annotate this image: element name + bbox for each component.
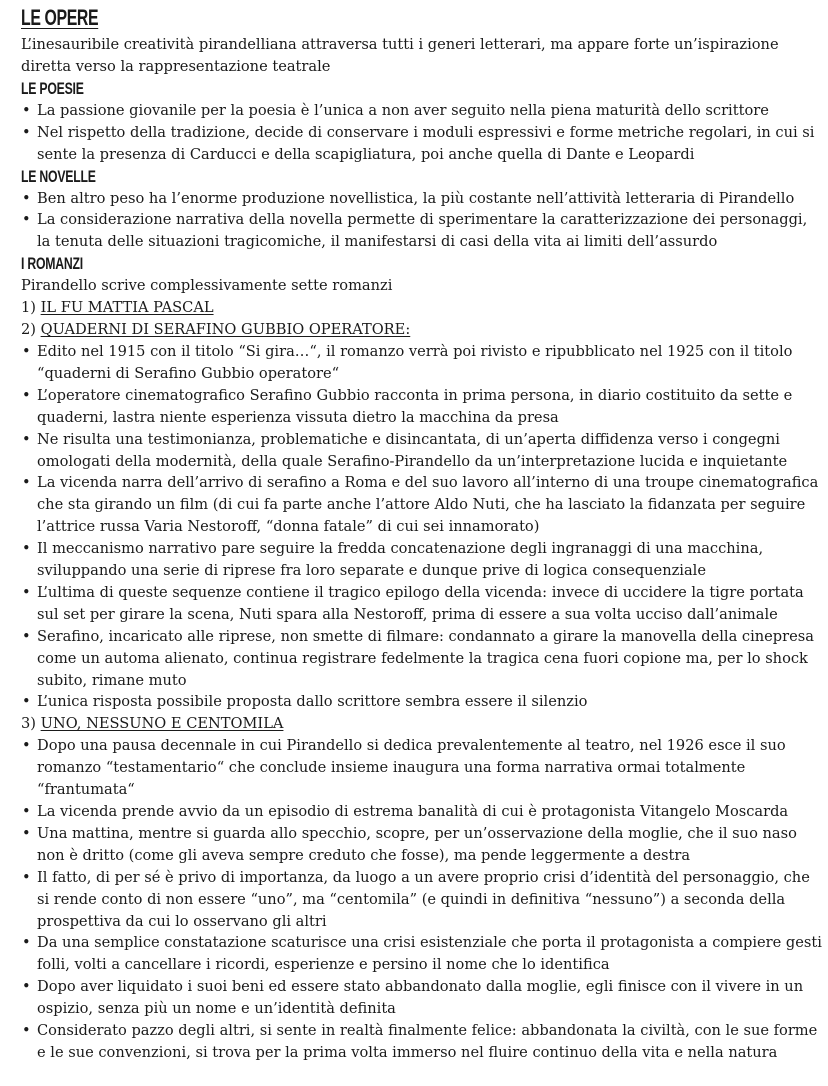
novel-2-list — [21, 341, 824, 713]
list-item: • Una mattina, mentre si guarda allo specchio, scopre, per un’osservazione della moglie, che il suo naso non è dritto (come gli aveva sempre creduto che fosse), ma pende leggermente a destra — [21, 823, 824, 867]
poesie-list — [21, 100, 824, 166]
novel-item-3 — [21, 713, 824, 735]
list-item: • Dopo aver liquidato i suoi beni ed essere stato abbandonato dalla moglie, egli finisce con il vivere in un ospizio, senza più un nome e un’identità definita — [21, 976, 824, 1020]
novel-title: QUADERNI DI SERAFINO GUBBIO OPERATORE: — [40, 321, 411, 339]
list-item: • La considerazione narrativa della novella permette di sperimentare la caratterizzazione dei personaggi, la tenuta delle situazioni tragicomiche, il manifestarsi di casi della vita ai limiti dell’assurdo — [21, 209, 824, 253]
list-item: • Il fatto, di per sé è privo di importanza, da luogo a un avere proprio crisi d’identità del personaggio, che si rende conto di non essere “uno”, ma “centomila” (e quindi in definitiva “nessuno”) a seconda della prospettiva da cui lo osservano gli altri — [21, 867, 824, 933]
novel-3-list — [21, 735, 824, 1064]
novelle-list — [21, 188, 824, 254]
list-item: • La passione giovanile per la poesia è l’unica a non aver seguito nella piena maturità dello scrittore — [21, 100, 824, 122]
list-item: • Ne risulta una testimonianza, problematiche e disincantata, di un’aperta diffidenza verso i congegni omologati della modernità, della quale Serafino-Pirandello da un’interpretazione lucida e inquietante — [21, 429, 824, 473]
list-item: • Considerato pazzo degli altri, si sente in realtà finalmente felice: abbandonata la civiltà, con le sue forme e le sue convenzioni, si trova per la prima volta immerso nel fluire continuo della vita e nella natura — [21, 1020, 824, 1064]
section-heading-romanzi: I ROMANZI — [21, 254, 83, 274]
list-item: • Nel rispetto della tradizione, decide di conservare i moduli espressivi e forme metriche regolari, in cui si sente la presenza di Carducci e della scapigliatura, poi anche quella di Dante e Leopardi — [21, 122, 824, 166]
list-item: • Da una semplice constatazione scaturisce una crisi esistenziale che porta il protagonista a compiere gesti folli, volti a cancellare i ricordi, esperienze e persino il nome che lo identifica — [21, 932, 824, 976]
item-number: 1) — [21, 299, 36, 317]
list-item: • L’ultima di queste sequenze contiene il tragico epilogo della vicenda: invece di uccidere la tigre portata sul set per girare la scena, Nuti spara alla Nestoroff, prima di essere a sua volta ucciso dall’animale — [21, 582, 824, 626]
list-item: • L’unica risposta possibile proposta dallo scrittore sembra essere il silenzio — [21, 691, 824, 713]
novel-item-1 — [21, 297, 824, 319]
section-heading-poesie: LE POESIE — [21, 78, 84, 98]
romanzi-intro: Pirandello scrive complessivamente sette romanzi — [21, 277, 393, 295]
novel-title: UNO, NESSUNO E CENTOMILA — [40, 715, 284, 733]
intro-paragraph: L’inesauribile creatività pirandelliana attraversa tutti i generi letterari, ma appare forte un’ispirazione diretta verso la rappresentazione teatrale — [21, 36, 779, 75]
list-item: • La vicenda narra dell’arrivo di serafino a Roma e del suo lavoro all’interno di una troupe cinematografica che sta girando un film (di cui fa parte anche l’attore Aldo Nuti, che ha lasciato la fidanzata per seguire l’attrice russa Varia Nestoroff, “donna fatale” di cui sei innamorato) — [21, 472, 824, 538]
novel-title: IL FU MATTIA PASCAL — [40, 299, 214, 317]
novel-item-2 — [21, 319, 824, 341]
list-item: • Ben altro peso ha l’enorme produzione novellistica, la più costante nell’attività letteraria di Pirandello — [21, 188, 824, 210]
list-item: • La vicenda prende avvio da un episodio di estrema banalità di cui è protagonista Vitangelo Moscarda — [21, 801, 824, 823]
item-number: 3) — [21, 715, 36, 733]
item-number: 2) — [21, 321, 36, 339]
list-item: • Serafino, incaricato alle riprese, non smette di filmare: condannato a girare la manovella della cinepresa come un automa alienato, continua registrare fedelmente la tragica cena fuori copione ma, per lo shock subito, rimane muto — [21, 626, 824, 692]
page-title: LE OPERE — [21, 5, 99, 30]
list-item: • Dopo una pausa decennale in cui Pirandello si dedica prevalentemente al teatro, nel 1926 esce il suo romanzo “testamentario“ che conclude insieme inaugura una forma narrativa ormai totalmente “frantumata“ — [21, 735, 824, 801]
list-item: • Edito nel 1915 con il titolo “Si gira…“, il romanzo verrà poi rivisto e ripubblicato nel 1925 con il titolo “quaderni di Serafino Gubbio operatore“ — [21, 341, 824, 385]
section-heading-novelle: LE NOVELLE — [21, 166, 96, 186]
list-item: • L’operatore cinematografico Serafino Gubbio racconta in prima persona, in diario costituito da sette e quaderni, lastra niente esperienza vissuta dietro la macchina da presa — [21, 385, 824, 429]
list-item: • Il meccanismo narrativo pare seguire la fredda concatenazione degli ingranaggi di una macchina, sviluppando una serie di riprese fra loro separate e dunque prive di logica consequenziale — [21, 538, 824, 582]
